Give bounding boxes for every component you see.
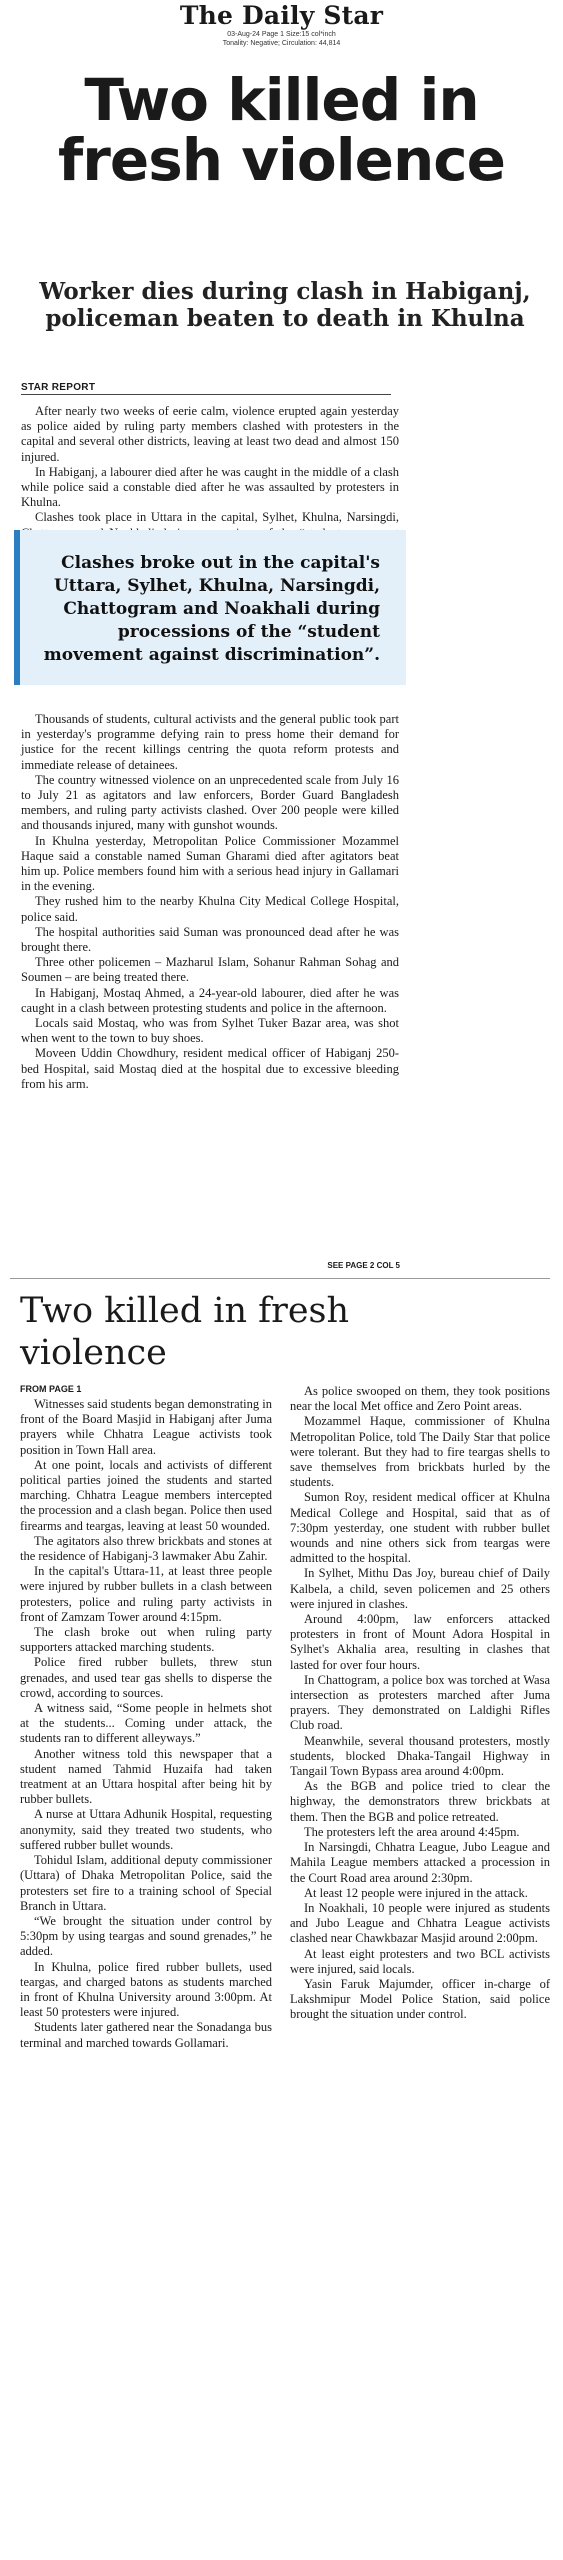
jump-paragraph: The clash broke out when ruling party supporters attacked marching students.: [20, 1625, 272, 1655]
jump-paragraph: The protesters left the area around 4:45pm.: [304, 1824, 520, 1839]
intro-paragraph: After nearly two weeks of eerie calm, violence erupted again yesterday as police aided by ruling party members clashed with protesters in the capital and several other districts, leaving at least two dead and almost 150 injured.: [21, 404, 399, 464]
jump-paragraph: Witnesses said students began demonstrating in front of the Board Masjid in Habiganj after Juma prayers while Chhatra League activists took position in Town Hall area.: [20, 1397, 273, 1457]
body-paragraph: Moveen Uddin Chowdhury, resident medical officer of Habiganj 250-bed Hospital, said Mostaq died at the hospital due to excessive bleeding from his arm.: [21, 1046, 399, 1091]
jump-paragraph: In Noakhali, 10 people were injured as students and Jubo League and Chhatra League activists clashed near Chawkbazar Masjid around 2:00pm.: [290, 1900, 550, 1946]
jump-paragraph: Police fired rubber bullets, threw stun grenades, and used tear gas shells to disperse the crowd, according to sources.: [20, 1655, 272, 1700]
jump-paragraph: In Chattogram, a police box was torched at Wasa intersection as protesters marched after Juma prayers. They demonstrated on Laldighi Rifles Club road.: [290, 1672, 550, 1733]
body-paragraph: Three other policemen – Mazharul Islam, Sohanur Rahman Sohag and Soumen – are being treated there.: [21, 955, 399, 985]
newspaper-nameplate: The Daily Star: [179, 1, 384, 30]
body-paragraph: In Habiganj, Mostaq Ahmed, a 24-year-old labourer, died after he was caught in a clash between protesting students and police in the afternoon.: [21, 985, 399, 1015]
body-paragraph: Thousands of students, cultural activists and the general public took part in yesterday's programme defying rain to press home their demand for justice for the recent killings centring the quota reform protests and immediate release of detainees.: [21, 712, 399, 772]
article-body-column: [21, 712, 399, 1092]
jump-paragraph: At least 12 people were injured in the attack.: [304, 1885, 528, 1900]
jump-paragraph: As police swooped on them, they took positions near the local Met office and Zero Point areas.: [290, 1384, 550, 1414]
body-paragraph: They rushed him to the nearby Khulna City Medical College Hospital, police said.: [21, 894, 399, 924]
body-paragraph: The country witnessed violence on an unprecedented scale from July 16 to July 21 as agitators and law enforcers, Border Guard Bangladesh members, and ruling party activists clashed. Over 200 people were killed and thousands injured, many with gunshot wounds.: [21, 772, 399, 833]
section-divider: [10, 1278, 550, 1279]
masthead: [0, 0, 563, 58]
pull-quote-box: [14, 530, 406, 685]
jump-paragraph: Tohidul Islam, additional deputy commissioner (Uttara) of Dhaka Metropolitan Police, said the protesters set fire to a training school of Special Branch in Uttara.: [20, 1853, 272, 1913]
byline-divider: [21, 394, 391, 395]
jump-right-column: [290, 1384, 550, 2023]
jump-paragraph: In Khulna, police fired rubber bullets, used teargas, and charged batons as students marched in front of Khulna University around 3:00pm. At least 50 protesters were injured.: [20, 1959, 272, 2020]
jump-paragraph: In Narsingdi, Chhatra League, Jubo League and Mahila League members attacked a procession in the Court Road area around 2:30pm.: [290, 1840, 550, 1885]
clip-meta-line-1: 03-Aug-24 Page 1 Size:15 col*inch: [227, 31, 336, 38]
jump-paragraph: Mozammel Haque, commissioner of Khulna Metropolitan Police, told The Daily Star that police were tolerant. But they had to fire teargas shells to save themselves from brickbats hurled by the students.: [290, 1414, 550, 1490]
jump-paragraph: Meanwhile, several thousand protesters, mostly students, blocked Dhaka-Tangail Highway in Tangail Town Bypass area around 4:00pm.: [290, 1733, 550, 1779]
jump-paragraph: Yasin Faruk Majumder, officer in-charge of Lakshmipur Model Police Station, said police brought the situation under control.: [290, 1976, 550, 2022]
jump-paragraph: In the capital's Uttara-11, at least three people were injured by rubber bullets in a clash between protesters, police and ruling party activists in front of Zamzam Tower around 4:15pm.: [20, 1564, 272, 1624]
jump-paragraph: At one point, locals and activists of different political parties joined the students and started marching. Chhatra League members intercepted the procession and a clash began. Police then used firearms and teargas, leaving at least 50 wounded.: [20, 1457, 272, 1533]
clip-meta-line-2: Tonality: Negative; Circulation: 44,814: [222, 40, 341, 47]
jump-headline: Two killed in fresh violence: [20, 1291, 350, 1373]
jump-paragraph: Around 4:00pm, law enforcers attacked protesters in front of Mount Adora Hospital in Sylhet's Akhalia area, resulting in clashes that lasted for over four hours.: [290, 1612, 550, 1672]
jump-paragraph: Another witness told this newspaper that a student named Tahmid Huzaifa had taken treatment at an Uttara hospital after being hit by rubber bullets.: [20, 1746, 272, 1807]
pull-quote: Clashes broke out in the capital's Uttara, Sylhet, Khulna, Narsingdi, Chattogram and Noakhali during processions of the “student movement against discrimination”.: [43, 553, 380, 665]
jump-paragraph: Students later gathered near the Sonadanga bus terminal and marched towards Gollamari.: [20, 2020, 272, 2050]
intro-paragraph: In Habiganj, a labourer died after he was caught in the middle of a clash while police said a constable died after he was assaulted by protesters in Khulna.: [21, 464, 399, 510]
jump-paragraph: As the BGB and police tried to clear the highway, the demonstrators threw brickbats at them. Then the BGB and police retreated.: [290, 1779, 550, 1824]
jump-paragraph: A nurse at Uttara Adhunik Hospital, requesting anonymity, said they treated two students, who suffered rubber bullet wounds.: [20, 1807, 272, 1852]
byline: STAR REPORT: [21, 382, 96, 393]
jump-paragraph: The agitators also threw brickbats and stones at the residence of Habiganj-3 lawmaker Abu Zahir.: [20, 1533, 272, 1564]
headline: Two killed in fresh violence: [58, 66, 505, 194]
jump-paragraph: At least eight protesters and two BCL activists were injured, said locals.: [290, 1946, 550, 1976]
jump-paragraph: “We brought the situation under control by 5:30pm by using teargas and sound grenades,” he added.: [20, 1913, 272, 1959]
jump-paragraph: Sumon Roy, resident medical officer at Khulna Medical College and Hospital, said that as of 7:30pm yesterday, one student with rubber bullet wounds and nine others sick from teargas were admitted to the hospital.: [290, 1490, 550, 1566]
body-paragraph: The hospital authorities said Suman was pronounced dead after he was brought there.: [21, 924, 399, 955]
jump-left-column: [20, 1397, 272, 2051]
jump-paragraph: In Sylhet, Mithu Das Joy, bureau chief of Daily Kalbela, a child, seven policemen and 25 others were injured in clashes.: [290, 1566, 550, 1611]
subheadline: Worker dies during clash in Habiganj, policeman beaten to death in Khulna: [39, 278, 531, 332]
continued-on-label: SEE PAGE 2 COL 5: [327, 1261, 400, 1270]
body-paragraph: Locals said Mostaq, who was from Sylhet Tuker Bazar area, was shot when went to the town to buy shoes.: [21, 1016, 399, 1046]
intro-paragraph: Clashes took place in Uttara in the capital, Sylhet, Khulna, Narsingdi,: [35, 510, 399, 525]
jump-paragraph: A witness said, “Some people in helmets shot at the students... Coming under attack, the students ran to different alleyways.”: [20, 1701, 272, 1746]
continued-from-label: FROM PAGE 1: [20, 1384, 82, 1394]
body-paragraph: In Khulna yesterday, Metropolitan Police Commissioner Mozammel Haque said a constable named Suman Gharami died after agitators beat him up. Police members found him with a serious head injury in Gallamari in the evening.: [21, 833, 399, 894]
